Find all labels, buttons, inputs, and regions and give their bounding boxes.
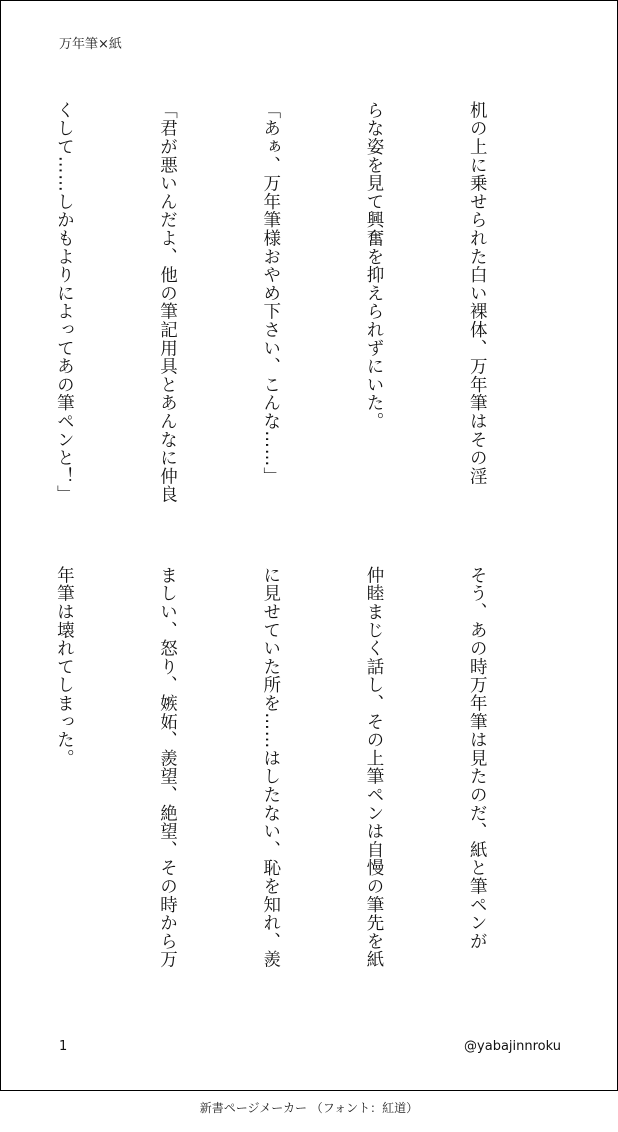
text-line: に見せていた所を……はしたない、恥を知れ、羨 [260, 566, 281, 969]
text-line: 年筆は壊れてしまった。 [54, 566, 75, 768]
text-line: らな姿を見て興奮を抑えられずにいた。 [363, 101, 384, 431]
text-line: そう、あの時万年筆は見たのだ、紙と筆ペンが [467, 566, 488, 951]
text-block-bottom [0, 566, 563, 1006]
text-line: くして……しかもよりによってあの筆ペンと！」 [54, 101, 75, 504]
text-line: 「君が悪いんだよ、他の筆記用具とあんなに仲良 [157, 101, 178, 504]
text-line: ましい、怒り、嫉妬、羨望、絶望、その時から万 [157, 566, 178, 969]
text-line: 仲睦まじく話し、その上筆ペンは自慢の筆先を紙 [363, 566, 384, 969]
author-handle: @yabajinnroku [464, 1039, 561, 1054]
text-line: 「あぁ、万年筆様おやめ下さい、こんな……」 [260, 101, 281, 486]
text-block-top [0, 101, 563, 541]
book-title: 万年筆×紙 [59, 37, 122, 52]
text-line: 机の上に乗せられた白い裸体、万年筆はその淫 [467, 101, 488, 486]
page-number: 1 [59, 1039, 68, 1054]
generator-credit: 新書ページメーカー （フォント：紅道） [199, 1101, 419, 1115]
